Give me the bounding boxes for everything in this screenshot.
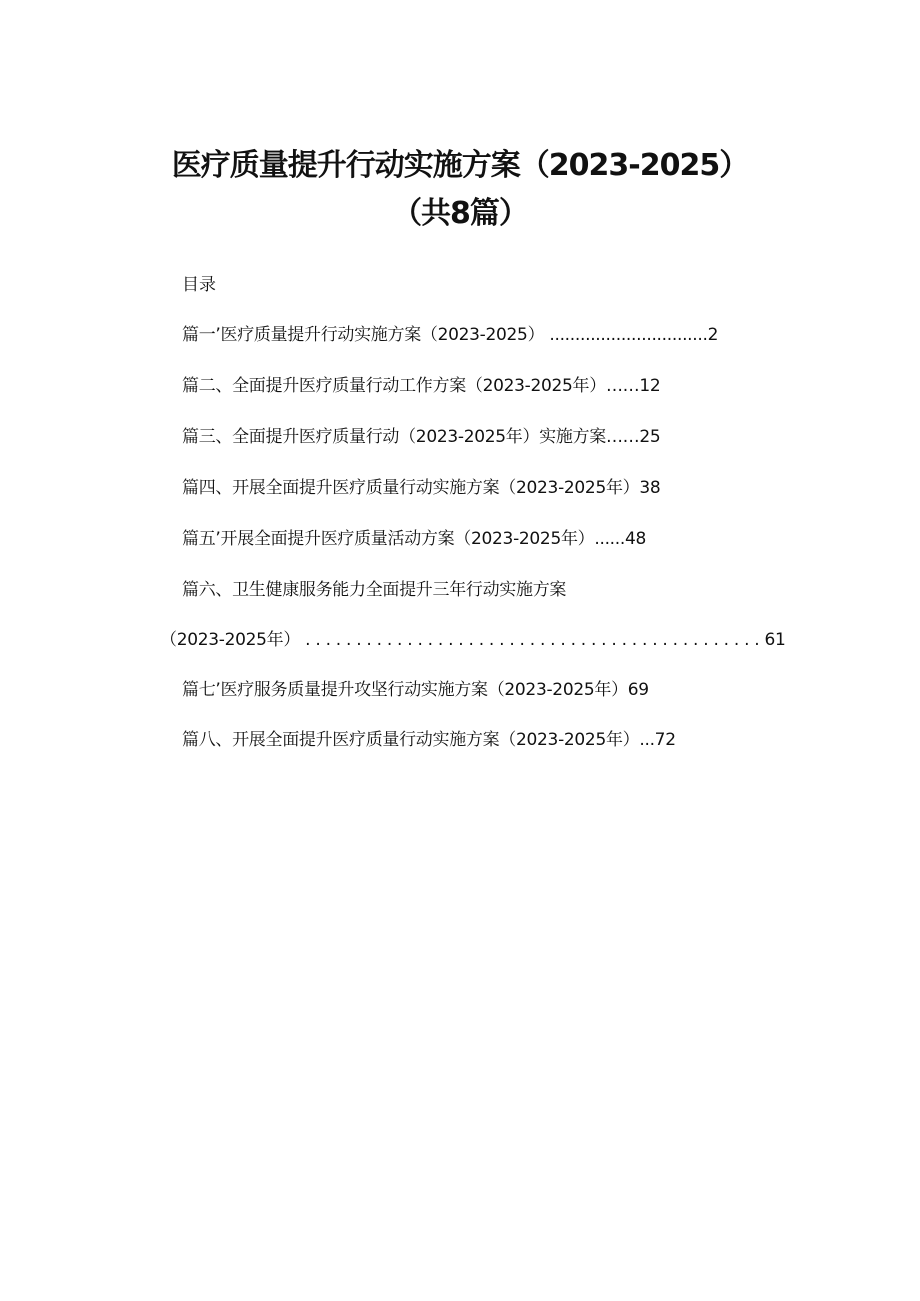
toc-entry-6-continued[interactable]: （2023-2025年） . . . . . . . . . . . . . . . . . . . . . . . . . . . . . . . . . . . . . . . . . . . . . 61: [160, 630, 786, 650]
toc-entry-5[interactable]: 篇五’开展全面提升医疗质量活动方案（2023-2025年）......48: [182, 529, 647, 549]
toc-entry-4[interactable]: 篇四、开展全面提升医疗质量行动实施方案（2023-2025年）38: [182, 478, 661, 498]
toc-entry-1[interactable]: 篇一’医疗质量提升行动实施方案（2023-2025） ...............................2: [182, 325, 719, 345]
toc-entry-8[interactable]: 篇八、开展全面提升医疗质量行动实施方案（2023-2025年）...72: [182, 730, 676, 750]
toc-entry-2[interactable]: 篇二、全面提升医疗质量行动工作方案（2023-2025年）……12: [182, 376, 661, 396]
toc-heading: 目录: [182, 275, 216, 295]
toc-entry-7[interactable]: 篇七’医疗服务质量提升攻坚行动实施方案（2023-2025年）69: [182, 680, 649, 700]
toc-entry-6[interactable]: 篇六、卫生健康服务能力全面提升三年行动实施方案: [182, 580, 567, 600]
toc-entry-3[interactable]: 篇三、全面提升医疗质量行动（2023-2025年）实施方案……25: [182, 427, 661, 447]
document-title: 医疗质量提升行动实施方案（2023-2025）: [171, 148, 749, 183]
document-subtitle: （共8篇）: [392, 196, 528, 231]
